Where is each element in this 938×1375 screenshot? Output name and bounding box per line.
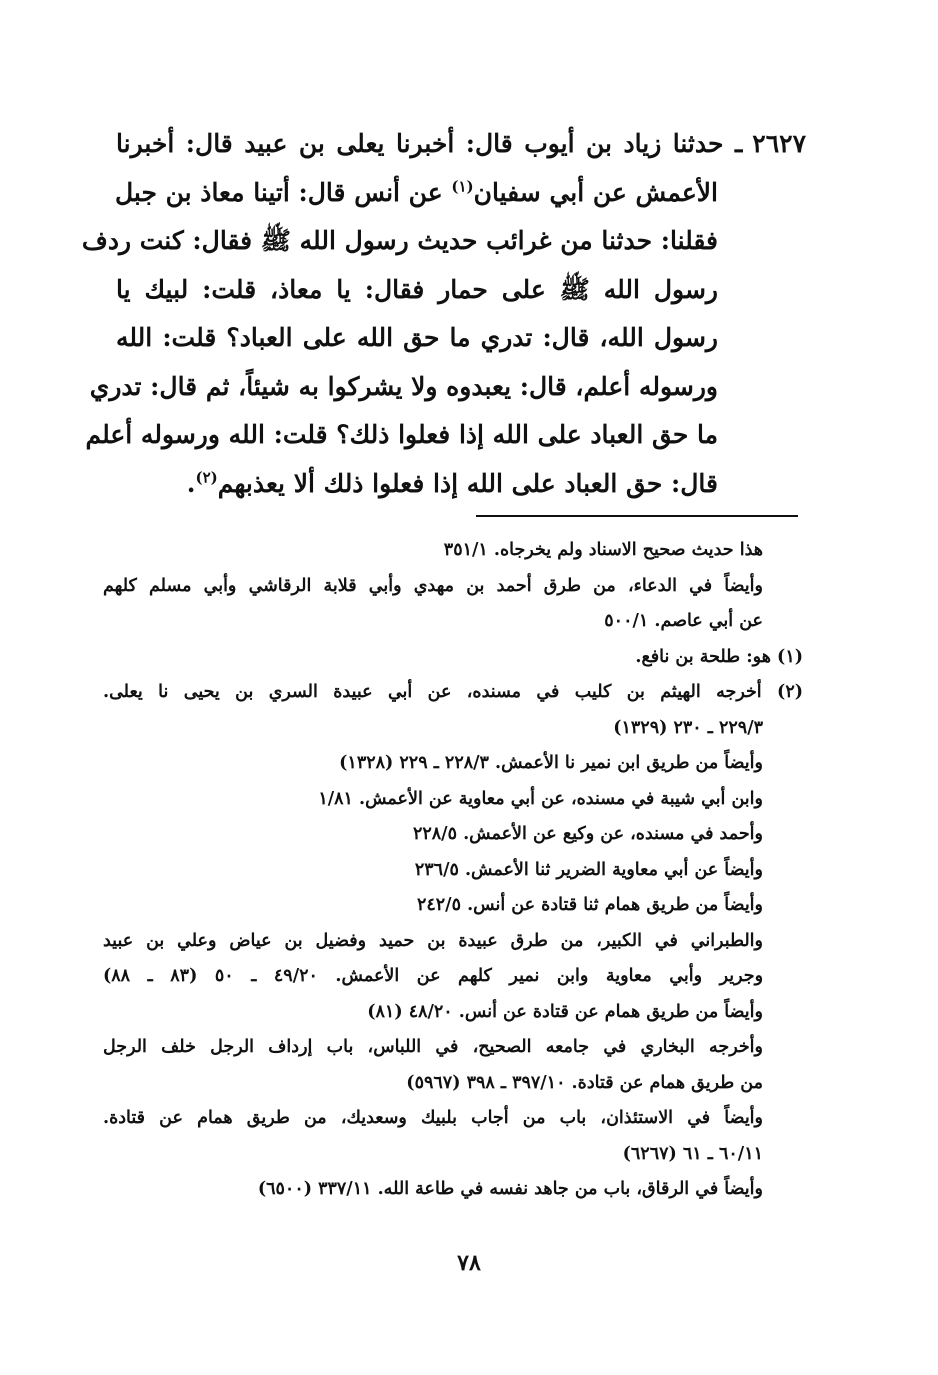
footnote-divider (476, 515, 798, 517)
footnote-ref-2[interactable]: (٢) (195, 468, 218, 487)
hadith-line-1: ٢٦٢٧ـ حدثنا زياد بن أيوب قال: أخبرنا يعلى بن عبيد قال: أخبرنا (116, 129, 806, 158)
hadith-line-6: ورسوله أعلم، قال: يعبدوه ولا يشركوا به شيئاً، ثم قال: تدري (89, 371, 718, 401)
footnote-2-line-11: وأخرجه البخاري في جامعه الصحيح، في اللباس، باب إرداف الرجل خلف الرجل (103, 1037, 763, 1057)
hadith-line-7: ما حق العباد على الله إذا فعلوا ذلك؟ قلت: الله ورسوله أعلم (85, 420, 718, 449)
hadith-line-4: رسول الله ﷺ على حمار فقال: يا معاذ، قلت: لبيك يا (116, 274, 718, 304)
footnote-intro-line-2: وأيضاً في الدعاء، من طرق أحمد بن مهدي وأبي قلابة الرقاشي وأبي مسلم كلهم (103, 575, 763, 596)
hadith-number: ٢٦٢٧ (752, 129, 806, 158)
footnote-2-line-1: (٢) أخرجه الهيثم بن كليب في مسنده، عن أبي عبيدة السري بن يحيى نا يعلى. (103, 682, 803, 702)
footnote-2-line-12: من طريق همام عن قتادة. ٣٩٧/١٠ ـ ٣٩٨ (٥٩٦٧) (406, 1072, 763, 1093)
footnote-2-line-10: وأيضاً من طريق همام عن قتادة عن أنس. ٤٨/٢٠ (٨١) (367, 1001, 763, 1022)
footnotes (103, 533, 803, 1208)
footnote-2-line-6: وأيضاً عن أبي معاوية الضرير ثنا الأعمش. ٢٣٦/٥ (414, 859, 763, 880)
footnote-1 (103, 640, 803, 676)
footnote-2-line-14: ٦٠/١١ ـ ٦١ (٦٢٦٧) (622, 1143, 763, 1164)
footnote-2-marker: (٢) (777, 682, 803, 702)
page-number: ٧٨ (457, 1250, 481, 1276)
hadith-line-2: الأعمش عن أبي سفيان$^{(١)}$ عن أنس قال: أتينا معاذ بن جبل (114, 177, 718, 207)
hadith-text (81, 120, 806, 508)
hadith-line-8: قال: حق العباد على الله إذا فعلوا ذلك ألا يعذبهم$^{(٢)}$. (186, 468, 718, 498)
footnote-ref-1[interactable]: (١) (451, 177, 474, 196)
hadith-line-5: رسول الله، قال: تدري ما حق الله على العباد؟ قلت: الله (116, 323, 718, 352)
footnote-1-text: هو: طلحة بن نافع. (635, 646, 771, 667)
footnote-2-line-8: والطبراني في الكبير، من طرق عبيدة بن حميد وفضيل بن عياض وعلي بن عبيد (103, 930, 763, 951)
hadith-line-3: فقلنا: حدثنا من غرائب حديث رسول الله ﷺ فقال: كنت ردف (81, 226, 718, 255)
footnote-2-line-2: ٢٢٩/٣ ـ ٢٣٠ (١٣٢٩) (613, 717, 763, 738)
footnote-2-line-13: وأيضاً في الاستئذان، باب من أجاب بلبيك وسعديك، من طريق همام عن قتادة. (103, 1108, 763, 1128)
footnote-2-line-5: وأحمد في مسنده، عن وكيع عن الأعمش. ٢٢٨/٥ (412, 824, 763, 844)
footnote-2-line-9: وجرير وأبي معاوية وابن نمير كلهم عن الأعمش. ٤٩/٢٠ ـ ٥٠ (٨٣ ـ ٨٨) (103, 966, 764, 986)
footnote-2-line-3: وأيضاً من طريق ابن نمير نا الأعمش. ٢٢٨/٣ ـ ٢٢٩ (١٣٢٨) (339, 753, 763, 773)
footnote-2-line-15: وأيضاً في الرقاق، باب من جاهد نفسه في طاعة الله. ٣٣٧/١١ (٦٥٠٠) (257, 1179, 763, 1199)
footnote-intro-line-1: هذا حديث صحيح الاسناد ولم يخرجاه. ٣٥١/١ (443, 540, 763, 560)
footnote-intro-line-3: عن أبي عاصم. ٥٠٠/١ (604, 611, 763, 631)
footnote-1-marker: (١) (777, 646, 803, 667)
footnote-2-line-7: وأيضاً من طريق همام ثنا قتادة عن أنس. ٢٤٢/٥ (416, 895, 763, 915)
footnote-2-line-4: وابن أبي شيبة في مسنده، عن أبي معاوية عن الأعمش. ١/٨١ (318, 788, 763, 809)
